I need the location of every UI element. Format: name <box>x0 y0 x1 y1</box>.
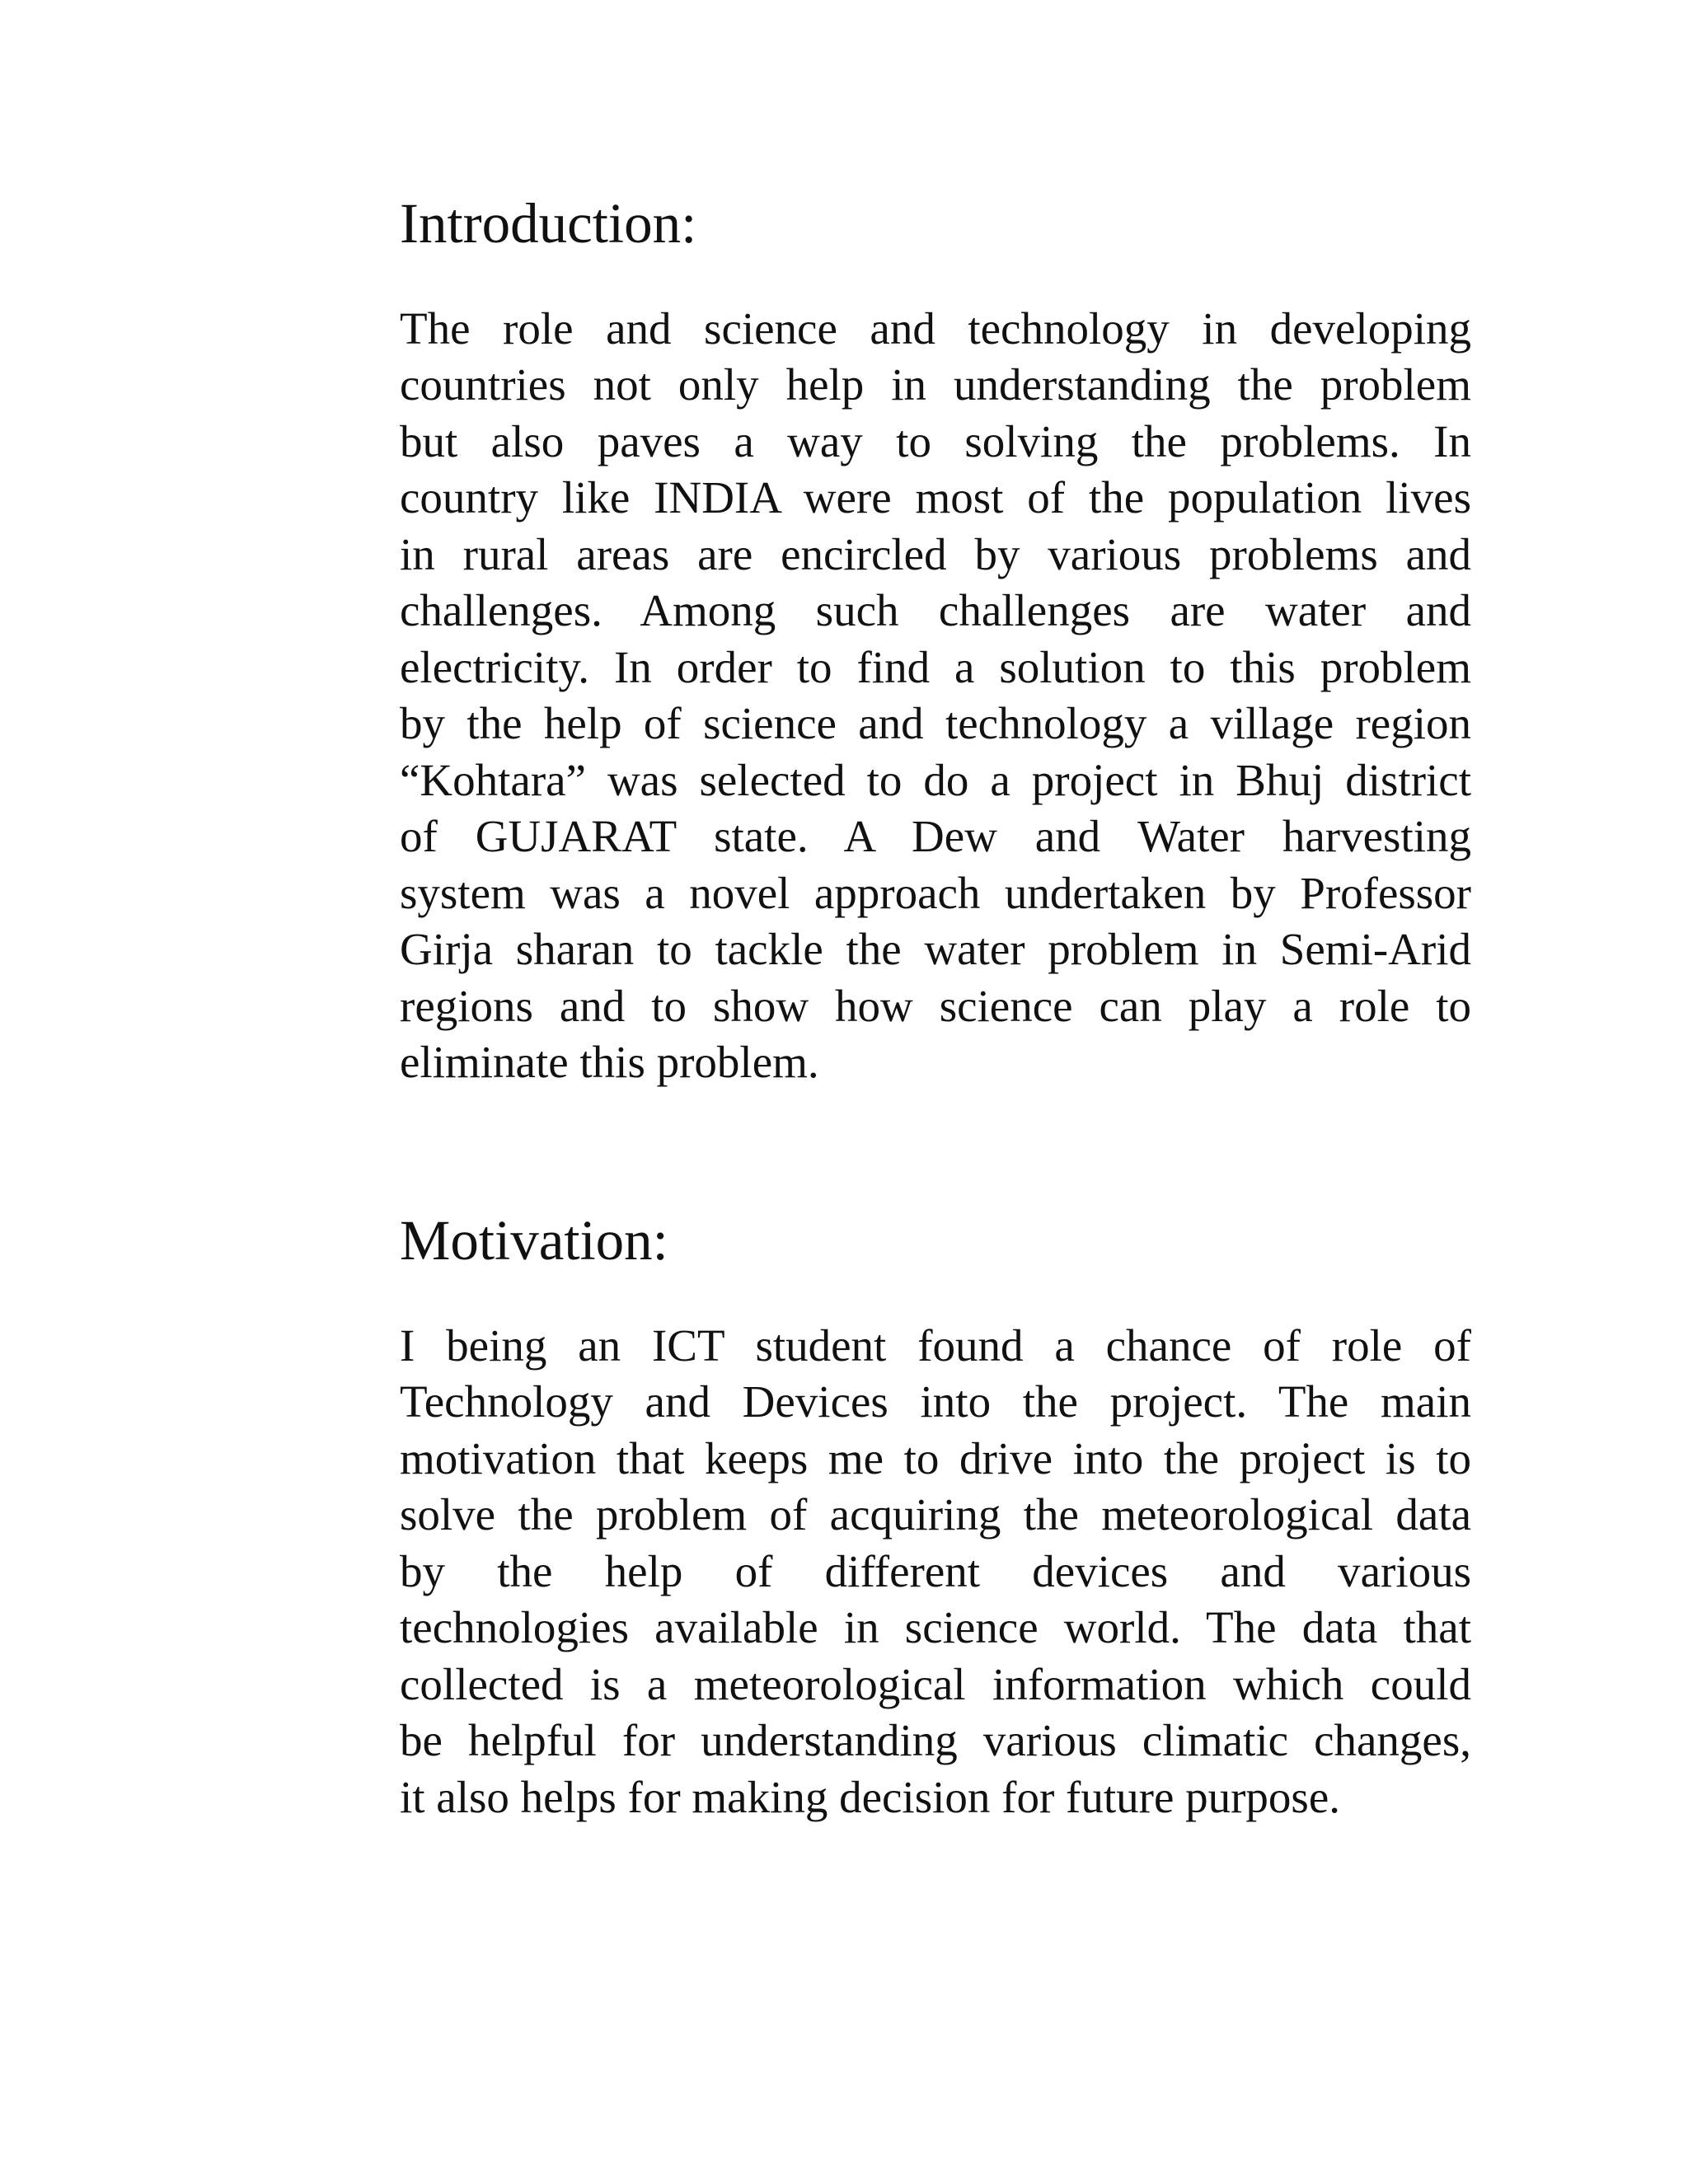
paragraph-line: by the help of different devices and various <box>400 1545 1471 1596</box>
paragraph-line: challenges. Among such challenges are water and <box>400 585 1471 636</box>
paragraph-line: but also paves a way to solving the problems. In <box>400 415 1471 466</box>
paragraph-line: regions and to show how science can play a role to <box>400 980 1471 1031</box>
paragraph-line: technologies available in science world. The data that <box>400 1602 1471 1653</box>
introduction-heading: Introduction: <box>400 192 697 255</box>
paragraph-line: countries not only help in understanding the problem <box>400 359 1471 410</box>
text-column <box>400 190 1471 1825</box>
paragraph-line: I being an ICT student found a chance of role of <box>400 1319 1471 1371</box>
paragraph-line: The role and science and technology in developing <box>400 302 1471 354</box>
introduction-paragraph <box>400 301 1471 1091</box>
motivation-heading: Motivation: <box>400 1208 668 1272</box>
paragraph-line: be helpful for understanding various climatic changes, <box>400 1715 1471 1766</box>
paragraph-line: eliminate this problem. <box>400 1037 819 1088</box>
paragraph-line: motivation that keeps me to drive into the project is to <box>400 1432 1471 1483</box>
paragraph-line: in rural areas are encircled by various problems and <box>400 528 1471 579</box>
paragraph-line: electricity. In order to find a solution to this problem <box>400 641 1471 692</box>
paragraph-line: by the help of science and technology a village region <box>400 698 1471 749</box>
paragraph-line: it also helps for making decision for future purpose. <box>400 1771 1340 1822</box>
paragraph-line: system was a novel approach undertaken by Professor <box>400 867 1471 918</box>
paragraph-line: Girja sharan to tackle the water problem in Semi-Arid <box>400 924 1471 975</box>
paragraph-line: solve the problem of acquiring the meteorological data <box>400 1489 1471 1540</box>
paragraph-line: “Kohtara” was selected to do a project in Bhuj district <box>400 754 1471 805</box>
paragraph-line: country like INDIA were most of the population lives <box>400 472 1471 523</box>
paragraph-line: Technology and Devices into the project. The main <box>400 1376 1471 1427</box>
paragraph-line: of GUJARAT state. A Dew and Water harvesting <box>400 811 1471 862</box>
motivation-paragraph <box>400 1318 1471 1826</box>
paragraph-line: collected is a meteorological information which could <box>400 1658 1471 1709</box>
